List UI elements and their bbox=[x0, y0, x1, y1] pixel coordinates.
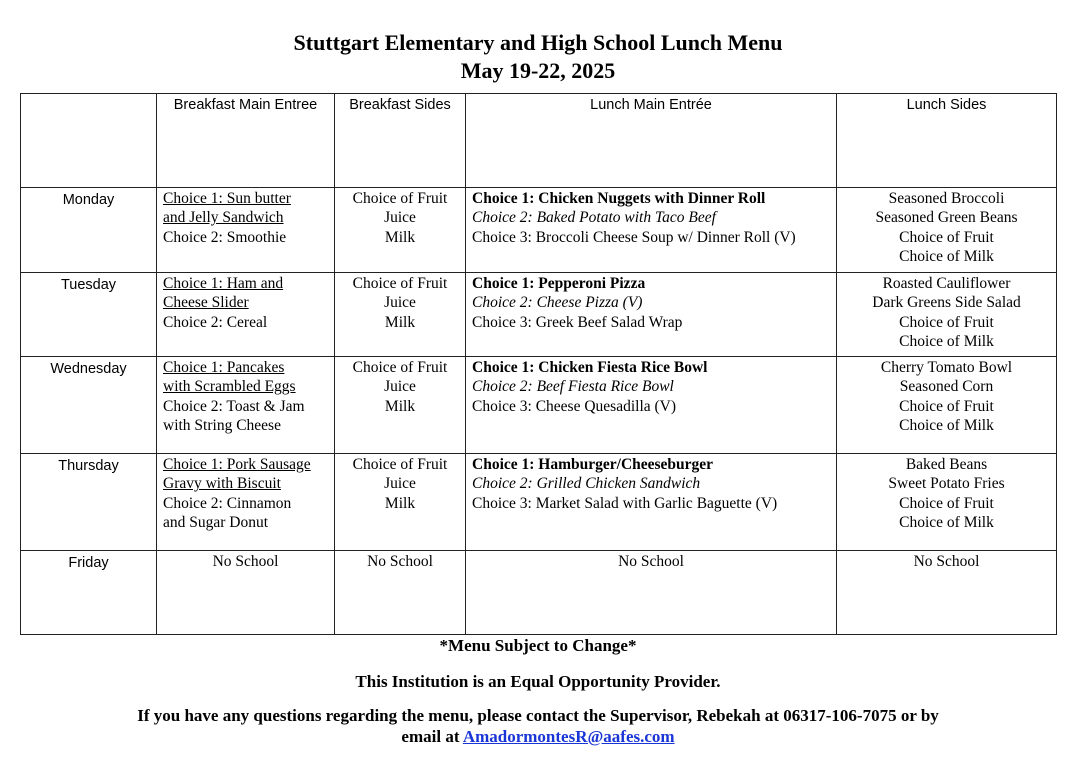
breakfast-side: Milk bbox=[384, 228, 416, 246]
breakfast-choice-2-cont: and Sugar Donut bbox=[163, 514, 269, 532]
email-link[interactable]: AmadormontesR@aafes.com bbox=[462, 727, 675, 746]
breakfast-choice-2: Choice 2: Cinnamon bbox=[163, 494, 292, 512]
breakfast-sides-cell bbox=[335, 357, 466, 454]
lunch-choice-2: Choice 2: Baked Potato with Taco Beef bbox=[472, 209, 716, 227]
lunch-main-cell bbox=[466, 273, 837, 357]
lunch-side: Dark Greens Side Salad bbox=[872, 294, 1021, 312]
lunch-side: Cherry Tomato Bowl bbox=[880, 359, 1013, 376]
lunch-choice-3: Choice 3: Broccoli Cheese Soup w/ Dinner Roll (V) bbox=[472, 228, 796, 246]
lunch-main-cell bbox=[466, 188, 837, 273]
breakfast-sides-cell bbox=[335, 454, 466, 551]
breakfast-choice-1: Choice 1: Pork Sausage bbox=[163, 456, 311, 473]
contact-email-line bbox=[0, 727, 1076, 747]
lunch-side: Choice of Milk bbox=[899, 248, 994, 266]
breakfast-sides-cell bbox=[335, 188, 466, 273]
day-cell: Thursday bbox=[21, 454, 157, 551]
lunch-sides-cell: No School bbox=[837, 551, 1057, 635]
header-breakfast-main: Breakfast Main Entree bbox=[157, 94, 335, 188]
breakfast-choice-1-cont: Gravy with Biscuit bbox=[163, 475, 281, 493]
breakfast-side: Choice of Fruit bbox=[352, 359, 448, 376]
breakfast-side: Juice bbox=[384, 209, 416, 227]
lunch-side: Choice of Milk bbox=[899, 417, 994, 435]
lunch-choice-2: Choice 2: Cheese Pizza (V) bbox=[472, 294, 643, 312]
breakfast-choice-1-cont: with Scrambled Eggs bbox=[163, 378, 296, 396]
day-cell: Tuesday bbox=[21, 273, 157, 357]
menu-table bbox=[20, 93, 1057, 635]
breakfast-side: Choice of Fruit bbox=[352, 275, 448, 292]
day-cell: Monday bbox=[21, 188, 157, 273]
lunch-choice-1: Choice 1: Chicken Fiesta Rice Bowl bbox=[472, 359, 708, 376]
lunch-side: Choice of Fruit bbox=[899, 313, 994, 331]
breakfast-sides-cell bbox=[335, 273, 466, 357]
breakfast-side: Choice of Fruit bbox=[352, 190, 448, 207]
page-title: Stuttgart Elementary and High School Lunch Menu bbox=[293, 30, 783, 55]
lunch-side: Seasoned Broccoli bbox=[888, 190, 1005, 207]
breakfast-main-cell bbox=[157, 454, 335, 551]
lunch-sides-cell bbox=[837, 188, 1057, 273]
lunch-choice-3: Choice 3: Cheese Quesadilla (V) bbox=[472, 397, 677, 415]
breakfast-choice-1: Choice 1: Ham and bbox=[163, 275, 284, 292]
lunch-sides-cell bbox=[837, 357, 1057, 454]
breakfast-choice-2: Choice 2: Smoothie bbox=[163, 228, 287, 246]
breakfast-side: Milk bbox=[384, 494, 416, 512]
lunch-main-cell bbox=[466, 357, 837, 454]
lunch-choice-2: Choice 2: Grilled Chicken Sandwich bbox=[472, 475, 701, 493]
header-breakfast-sides: Breakfast Sides bbox=[335, 94, 466, 188]
lunch-choice-1: Choice 1: Chicken Nuggets with Dinner Roll bbox=[472, 190, 766, 207]
lunch-main-cell bbox=[466, 454, 837, 551]
table-row bbox=[21, 273, 1057, 357]
header-lunch-main: Lunch Main Entrée bbox=[466, 94, 837, 188]
menu-subject-note: *Menu Subject to Change* bbox=[439, 636, 637, 655]
breakfast-side: Juice bbox=[384, 378, 416, 396]
breakfast-sides-cell: No School bbox=[335, 551, 466, 635]
header-row bbox=[21, 94, 1057, 188]
lunch-side: Choice of Fruit bbox=[899, 228, 994, 246]
header-lunch-sides: Lunch Sides bbox=[837, 94, 1057, 188]
lunch-side: Choice of Milk bbox=[899, 333, 994, 351]
lunch-side: Seasoned Green Beans bbox=[875, 209, 1018, 227]
lunch-main-cell: No School bbox=[466, 551, 837, 635]
breakfast-main-cell bbox=[157, 273, 335, 357]
equal-opportunity-statement: This Institution is an Equal Opportunity Provider. bbox=[355, 672, 721, 691]
breakfast-choice-1: Choice 1: Pancakes bbox=[163, 359, 285, 376]
contact-line: If you have any questions regarding the menu, please contact the Supervisor, Rebekah at 06317-106-7075 or by bbox=[137, 706, 939, 725]
table-row bbox=[21, 551, 1057, 635]
lunch-choice-3: Choice 3: Greek Beef Salad Wrap bbox=[472, 313, 683, 331]
breakfast-side: Milk bbox=[384, 313, 416, 331]
breakfast-main-cell bbox=[157, 188, 335, 273]
day-cell: Friday bbox=[21, 551, 157, 635]
breakfast-choice-2: Choice 2: Cereal bbox=[163, 313, 268, 331]
lunch-choice-1: Choice 1: Pepperoni Pizza bbox=[472, 275, 646, 292]
day-cell: Wednesday bbox=[21, 357, 157, 454]
table-row bbox=[21, 188, 1057, 273]
breakfast-choice-1-cont: and Jelly Sandwich bbox=[163, 209, 284, 227]
lunch-choice-1: Choice 1: Hamburger/Cheeseburger bbox=[472, 456, 714, 473]
lunch-choice-2: Choice 2: Beef Fiesta Rice Bowl bbox=[472, 378, 674, 396]
table-row bbox=[21, 454, 1057, 551]
breakfast-choice-2: Choice 2: Toast & Jam bbox=[163, 397, 305, 415]
lunch-sides-cell bbox=[837, 273, 1057, 357]
lunch-side: Choice of Fruit bbox=[899, 494, 994, 512]
lunch-sides-cell bbox=[837, 454, 1057, 551]
breakfast-side: Choice of Fruit bbox=[352, 456, 448, 473]
breakfast-side: Juice bbox=[384, 294, 416, 312]
lunch-choice-3: Choice 3: Market Salad with Garlic Baguette (V) bbox=[472, 494, 778, 512]
breakfast-choice-1: Choice 1: Sun butter bbox=[163, 190, 291, 207]
breakfast-choice-1-cont: Cheese Slider bbox=[163, 294, 249, 312]
breakfast-choice-2-cont: with String Cheese bbox=[163, 417, 281, 435]
date-range: May 19-22, 2025 bbox=[460, 58, 616, 83]
table-row bbox=[21, 357, 1057, 454]
lunch-side: Baked Beans bbox=[905, 456, 988, 473]
breakfast-main-cell bbox=[157, 357, 335, 454]
lunch-side: Roasted Cauliflower bbox=[882, 275, 1011, 292]
lunch-side: Choice of Fruit bbox=[899, 397, 994, 415]
lunch-side: Choice of Milk bbox=[899, 514, 994, 532]
contact-email-prefix: email at bbox=[401, 727, 463, 746]
lunch-side: Sweet Potato Fries bbox=[888, 475, 1005, 493]
breakfast-side: Juice bbox=[384, 475, 416, 493]
breakfast-side: Milk bbox=[384, 397, 416, 415]
breakfast-main-cell: No School bbox=[157, 551, 335, 635]
lunch-side: Seasoned Corn bbox=[899, 378, 994, 396]
header-day bbox=[21, 94, 157, 188]
